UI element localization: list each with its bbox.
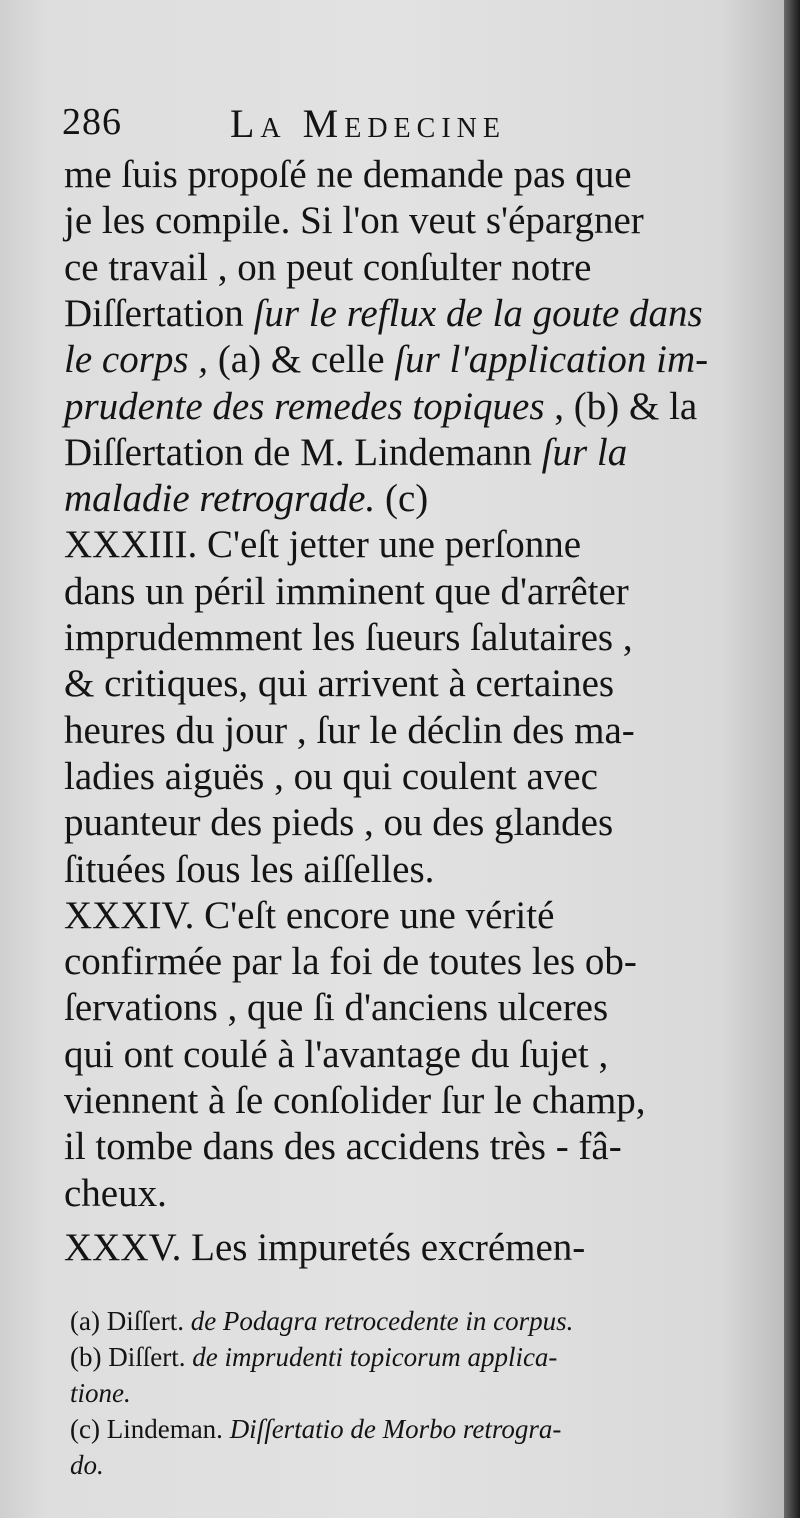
running-head-title: La Medecine [230, 101, 506, 146]
text-run: viennent à ſe conſolider ſur le champ, [64, 1079, 646, 1122]
body-line [64, 245, 592, 289]
italic-text-run: ſur l'application im- [394, 338, 709, 382]
footnote-line [70, 1380, 131, 1407]
text-run: ſervations , que ſi d'anciens ulceres [64, 986, 609, 1030]
text-run: (a) & celle [208, 338, 395, 382]
text-run: (a) Diſſert. [70, 1306, 191, 1336]
text-run: (c) [375, 477, 429, 521]
body-line [64, 338, 709, 382]
footnote-line [70, 1452, 104, 1479]
body-line [64, 477, 429, 521]
italic-text-run: prudente des remedes topiques [64, 384, 545, 428]
italic-text-run: ſur la [541, 430, 628, 474]
body-line [64, 754, 598, 798]
text-run: imprudemment les ſueurs ſalutaires , [64, 616, 633, 659]
body-line [64, 801, 614, 845]
text-run: je les compile. Si l'on veut s'épargner [64, 199, 644, 243]
italic-text-run: do. [70, 1450, 104, 1480]
italic-text-run: tione. [70, 1378, 131, 1408]
body-line [64, 430, 628, 474]
body-line [64, 155, 632, 194]
italic-text-run: maladie retrograde. [64, 477, 376, 521]
body-line [64, 569, 629, 613]
text-run: confirmée par la foi de toutes les ob- [64, 940, 637, 984]
running-head [62, 100, 762, 150]
text-run: dans un péril imminent que d'arrêter [64, 569, 629, 613]
italic-text-run: Diſſertatio de Morbo retrogra- [229, 1414, 562, 1444]
text-run: (c) Lindeman. [70, 1414, 230, 1444]
body-line [64, 1125, 622, 1169]
text-run: (b) Diſſert. [70, 1342, 193, 1372]
body-line [64, 291, 703, 335]
text-run: & critiques, qui arrivent à certaines [64, 662, 615, 706]
body-line [64, 940, 637, 984]
text-run: Diſſertation [64, 291, 254, 335]
footnote-line [70, 1308, 573, 1335]
italic-text-run: ſur le reflux de la goute dans [253, 291, 703, 335]
book-spine-edge [784, 0, 800, 1518]
body-line [64, 1171, 167, 1215]
body-line [64, 523, 582, 567]
text-run: ſituées ſous les aiſſelles. [64, 847, 435, 891]
body-line [64, 986, 609, 1030]
footnote-line [70, 1344, 557, 1371]
text-run: XXXV. Les impuretés excrémen- [64, 1225, 586, 1269]
text-run: XXXIII. C'eſt jetter une perſonne [64, 523, 582, 567]
body-line [64, 1225, 586, 1269]
body-line [64, 893, 555, 937]
text-run: ce travail , on peut conſulter notre [64, 245, 592, 289]
body-line [64, 1081, 646, 1120]
body-line [64, 384, 698, 428]
body-line [64, 708, 635, 752]
italic-text-run: le corps , [64, 338, 209, 382]
body-line [64, 662, 615, 706]
body-line [64, 618, 633, 657]
page-number: 286 [62, 101, 122, 143]
text-run: il tombe dans des accidens très - fâ- [64, 1125, 622, 1169]
italic-text-run: de Podagra retrocedente in corpus. [190, 1306, 574, 1336]
italic-text-run: de imprudenti topicorum applica- [192, 1342, 558, 1372]
text-run: , (b) & la [544, 384, 698, 428]
text-run: me ſuis propoſé ne demande pas que [64, 153, 632, 196]
text-run: Diſſertation de M. Lindemann [64, 430, 542, 474]
text-run: qui ont coulé à l'avantage du ſujet , [64, 1032, 609, 1076]
text-run: XXXIV. C'eſt encore une vérité [64, 893, 555, 937]
footnote-line [70, 1416, 561, 1443]
text-run: puanteur des pieds , ou des glandes [64, 801, 614, 845]
body-line [64, 1032, 609, 1076]
body-line [64, 199, 644, 243]
text-run: ladies aiguës , ou qui coulent avec [64, 754, 598, 798]
body-line [64, 847, 435, 891]
text-run: cheux. [64, 1171, 167, 1215]
text-run: heures du jour , ſur le déclin des ma- [64, 708, 635, 752]
